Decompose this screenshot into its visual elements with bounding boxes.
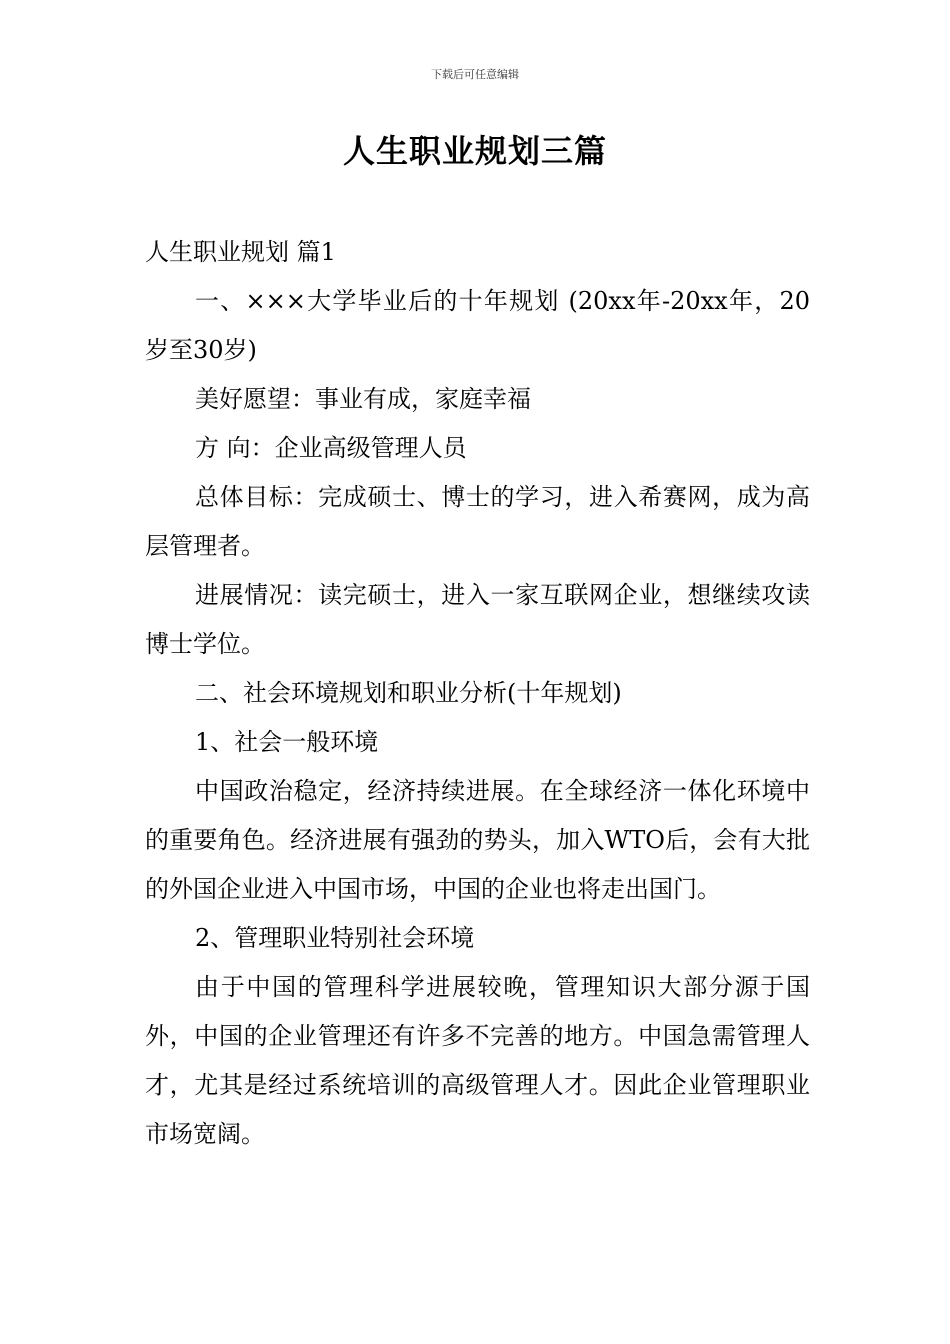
header-note: 下载后可任意编辑 (431, 68, 519, 81)
paragraph-wish: 美好愿望：事业有成，家庭幸福 (195, 385, 531, 413)
document-body (145, 228, 810, 1159)
paragraph-general-env: 1、社会一般环境 (195, 728, 379, 756)
paragraph-plan-heading: 一、×××大学毕业后的十年规划 (20xx年-20xx年，20岁至30岁) (145, 287, 810, 364)
paragraph-management: 由于中国的管理科学进展较晚，管理知识大部分源于国外，中国的企业管理还有许多不完善的地方。中国急需管理人才，尤其是经过系统培训的高级管理人才。因此企业管理职业市场宽阔。 (145, 973, 810, 1148)
section-heading-1: 人生职业规划 篇1 (145, 238, 336, 266)
paragraph-direction: 方 向：企业高级管理人员 (195, 434, 467, 462)
paragraph-goal: 总体目标：完成硕士、博士的学习，进入希赛网，成为高层管理者。 (145, 483, 810, 560)
paragraph-section-two: 二、社会环境规划和职业分析(十年规划) (195, 679, 622, 707)
paragraph-china-economy: 中国政治稳定，经济持续进展。在全球经济一体化环境中的重要角色。经济进展有强劲的势头，加入WTO后，会有大批的外国企业进入中国市场，中国的企业也将走出国门。 (145, 777, 810, 903)
paragraph-special-env: 2、管理职业特别社会环境 (195, 924, 475, 952)
paragraph-progress: 进展情况：读完硕士，进入一家互联网企业，想继续攻读博士学位。 (145, 581, 810, 658)
document-title: 人生职业规划三篇 (342, 132, 607, 170)
